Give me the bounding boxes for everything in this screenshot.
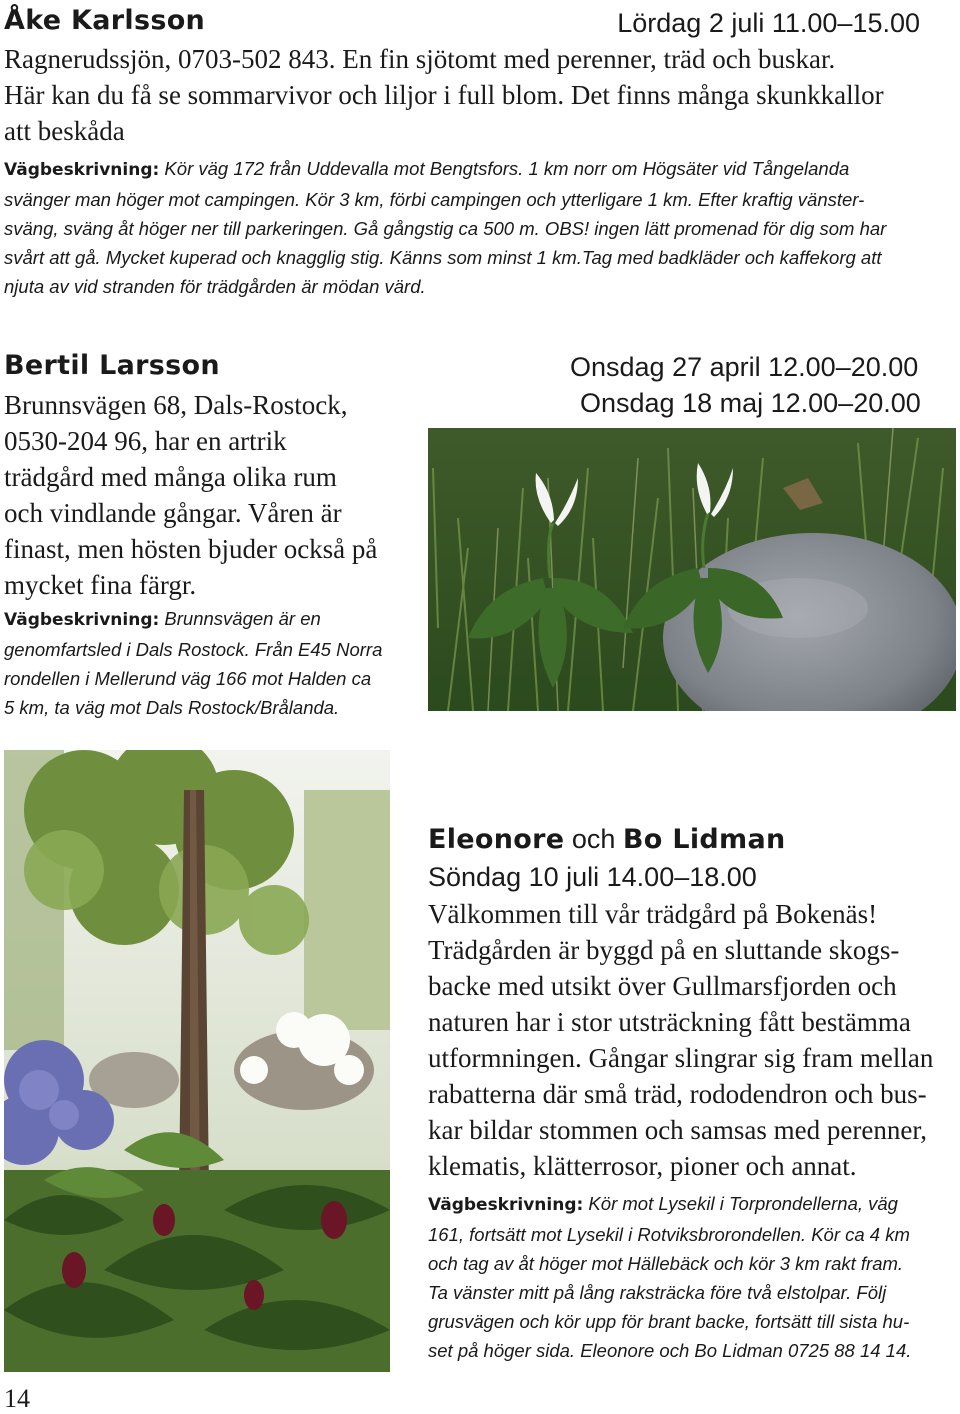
entry1-date: Lördag 2 juli 11.00–15.00: [617, 8, 920, 38]
entry3-directions: [428, 1189, 958, 1365]
entry3-directions-label: Vägbeskrivning:: [428, 1195, 584, 1215]
entry2-description: [4, 387, 424, 603]
entry3-directions-line: och tag av åt höger mot Hällebäck och kör 3 km rakt fram.: [428, 1253, 904, 1274]
entry3-name: [428, 824, 786, 855]
entry2-date: Onsdag 27 april 12.00–20.00: [570, 352, 919, 382]
entry2-line: och vindlande gångar. Våren är: [4, 498, 342, 528]
entry3-line: Trädgården är byggd på en sluttande skogs-: [428, 935, 900, 965]
entry3-line: Välkommen till vår trädgård på Bokenäs!: [428, 899, 878, 929]
entry3-directions-line: grusvägen och kör upp för brant backe, fortsätt till sista hu-: [428, 1311, 910, 1332]
entry2-name: Bertil Larsson: [4, 350, 220, 381]
entry2-line: Brunnsvägen 68, Dals-Rostock,: [4, 390, 348, 420]
entry2-line: 0530-204 96, har en artrik: [4, 426, 287, 456]
entry1-directions-label: Vägbeskrivning:: [4, 160, 160, 180]
entry1-directions: [4, 154, 959, 301]
entry2-line: trädgård med många olika rum: [4, 462, 337, 492]
entry3-name-conjunction: och: [564, 824, 623, 854]
entry1-description: [4, 41, 954, 149]
entry3-directions-line: Kör mot Lysekil i Torprondellerna, väg: [583, 1193, 898, 1214]
entry2-directions-line: Brunnsvägen är en: [159, 608, 321, 629]
entry1-name: Åke Karlsson: [4, 5, 206, 36]
entry1-directions-line: svårt att gå. Mycket kuperad och knagglig stig. Känns som minst 1 km.Tag med badkläder och kaffekorg att: [4, 247, 882, 268]
entry3-line: klematis, klätterrosor, pioner och annat.: [428, 1151, 857, 1181]
entry2-directions: [4, 604, 419, 722]
entry2-directions-label: Vägbeskrivning:: [4, 610, 160, 630]
entry3-line: rabatterna där små träd, rododendron och bus-: [428, 1079, 927, 1109]
entry3-line: utformningen. Gångar slingrar sig fram mellan: [428, 1043, 934, 1073]
entry3-line: backe med utsikt över Gullmarsfjorden och: [428, 971, 897, 1001]
entry1-line: Här kan du få se sommarvivor och liljor i full blom. Det finns många skunkkallor: [4, 80, 884, 110]
entry3-name-second: Bo Lidman: [622, 824, 786, 855]
entry3-name-first: Eleonore: [428, 824, 565, 855]
entry1-directions-line: sväng, sväng åt höger ner till parkeringen. Gå gångstig ca 500 m. OBS! ingen lätt promenad för dig som har: [4, 218, 887, 239]
entry2-line: finast, men hösten bjuder också på: [4, 534, 378, 564]
entry3-directions-line: set på höger sida. Eleonore och Bo Lidman 0725 88 14 14.: [428, 1340, 912, 1361]
woodland-garden-photo: [4, 750, 390, 1372]
entry1-directions-line: njuta av vid stranden för trädgården är mödan värd.: [4, 276, 426, 297]
entry2-date: Onsdag 18 maj 12.00–20.00: [580, 388, 921, 418]
entry1-directions-line: svänger man höger mot campingen. Kör 3 km, förbi campingen och ytterligare 1 km. Efter kraftig vänster-: [4, 189, 865, 210]
entry1-line: Ragnerudssjön, 0703-502 843. En fin sjötomt med perenner, träd och buskar.: [4, 44, 836, 74]
entry3-date: Söndag 10 juli 14.00–18.00: [428, 862, 757, 892]
entry3-directions-line: 161, fortsätt mot Lysekil i Rotviksbrorondellen. Kör ca 4 km: [428, 1224, 910, 1245]
entry3-description: [428, 896, 960, 1184]
page-number: 14: [4, 1384, 30, 1413]
entry2-directions-line: rondellen i Mellerund väg 166 mot Halden ca: [4, 668, 372, 689]
entry3-directions-line: Ta vänster mitt på lång raksträcka före två elstolpar. Följ: [428, 1282, 887, 1303]
entry3-line: naturen har i stor utsträckning fått bestämma: [428, 1007, 911, 1037]
entry3-line: kar bildar stommen och samsas med perenner,: [428, 1115, 928, 1145]
trillium-rock-photo: [428, 428, 956, 711]
entry1-directions-line: Kör väg 172 från Uddevalla mot Bengtsfors. 1 km norr om Högsäter vid Tångelanda: [159, 158, 850, 179]
entry1-line: att beskåda: [4, 116, 125, 146]
entry2-line: mycket fina färgr.: [4, 570, 197, 600]
entry2-directions-line: 5 km, ta väg mot Dals Rostock/Brålanda.: [4, 697, 340, 718]
entry2-directions-line: genomfartsled i Dals Rostock. Från E45 Norra: [4, 639, 383, 660]
